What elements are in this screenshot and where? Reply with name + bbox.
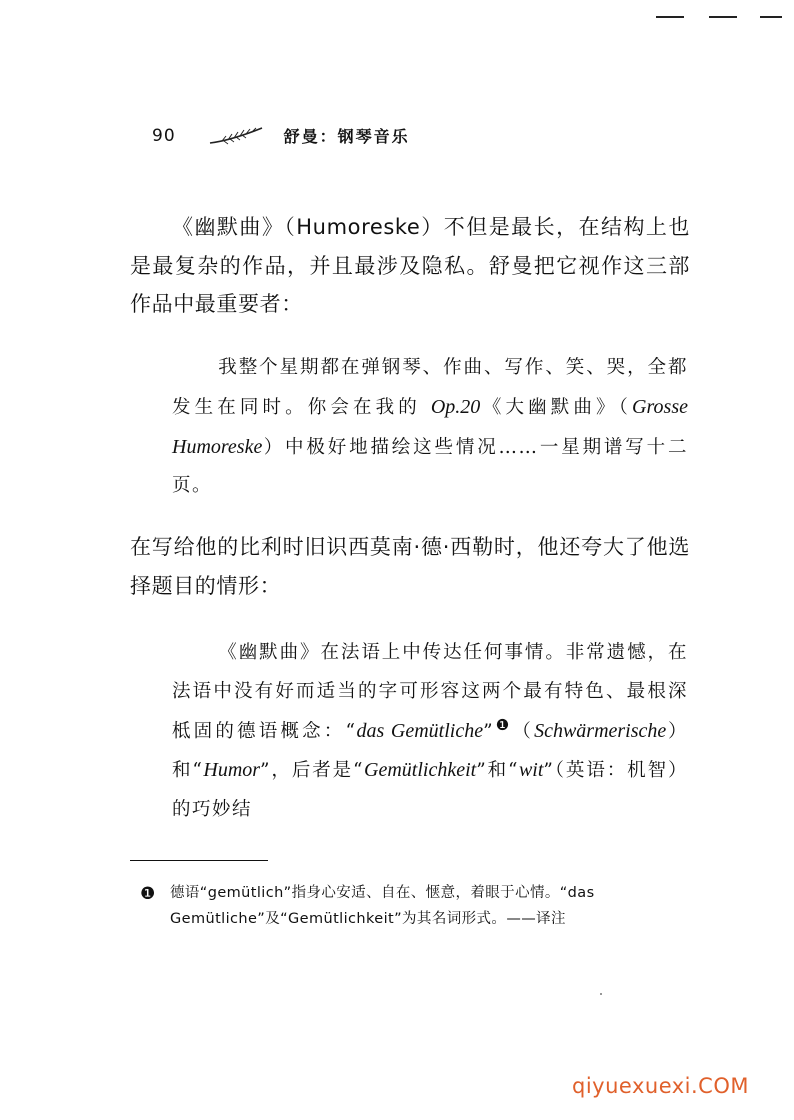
paragraph-1 — [130, 208, 690, 324]
quote-2-term-4: Gemütlichkeit — [364, 759, 477, 782]
paragraph-2-text: 在写给他的比利时旧识西莫南·德·西勒时，他还夸大了他选择题目的情形： — [130, 535, 690, 598]
footnote-reference[interactable]: ❶ — [494, 715, 513, 734]
feather-icon — [208, 125, 266, 147]
quote-2-text-b: ” — [483, 720, 495, 742]
paragraph-2 — [130, 528, 690, 605]
paragraph-1-text: 《幽默曲》（Humoreske）不但是最长，在结构上也是最复杂的作品，并且最涉及隐私。舒曼把它视作这三部作品中最重要者： — [130, 215, 690, 316]
header-dash-3 — [760, 16, 782, 18]
quote-2 — [172, 634, 688, 830]
quote-2-term-5: wit — [518, 759, 544, 782]
site-watermark: qiyuexuexi.COM — [572, 1074, 749, 1098]
book-title: 舒曼：钢琴音乐 — [283, 127, 410, 146]
page-number: 90 — [152, 125, 176, 146]
quote-1-text-b: 《大幽默曲》（ — [480, 396, 633, 418]
footnote — [140, 880, 692, 932]
footnote-mark: ❶ — [140, 884, 156, 904]
quote-1-text-c: ）中极好地描绘这些情况……一星期谱写十二页。 — [172, 436, 688, 497]
header-dash-2 — [709, 16, 737, 18]
quote-1-text-a: 我整个星期都在弹钢琴、作曲、写作、笑、哭，全都发生在同时。你会在我的 — [172, 357, 688, 418]
quote-2-text-c: （ — [512, 720, 535, 742]
quote-1 — [172, 349, 688, 506]
footnote-text: 德语“gemütlich”指身心安适、自在、惬意，着眼于心情。“das Gemütliche”及“Gemütlichkeit”为其名词形式。——译注 — [170, 885, 595, 927]
scan-speck — [600, 993, 602, 995]
quote-1-opus: Op.20 — [430, 395, 481, 418]
running-header — [152, 124, 410, 147]
header-dash-1 — [656, 16, 684, 18]
quote-2-text-g: ”（英语：机智）的巧妙结 — [172, 760, 688, 821]
quote-2-text-f: ”和“ — [476, 760, 519, 782]
quote-1-title: Grosse Humoreske — [172, 395, 688, 458]
quote-2-text-e: ”，后者是“ — [260, 760, 365, 782]
quote-2-term-3: Humor — [203, 759, 261, 782]
quote-2-term-1: das Gemütliche — [356, 719, 484, 742]
footnote-divider — [130, 860, 268, 861]
quote-2-text-d: ）和“ — [172, 720, 688, 782]
quote-2-text-a: 《幽默曲》在法语上中传达任何事情。非常遗憾，在法语中没有好而适当的字可形容这两个最有特色、最根深柢固的德语概念：“ — [172, 642, 688, 742]
quote-2-term-2: Schwärmerische — [534, 719, 667, 742]
